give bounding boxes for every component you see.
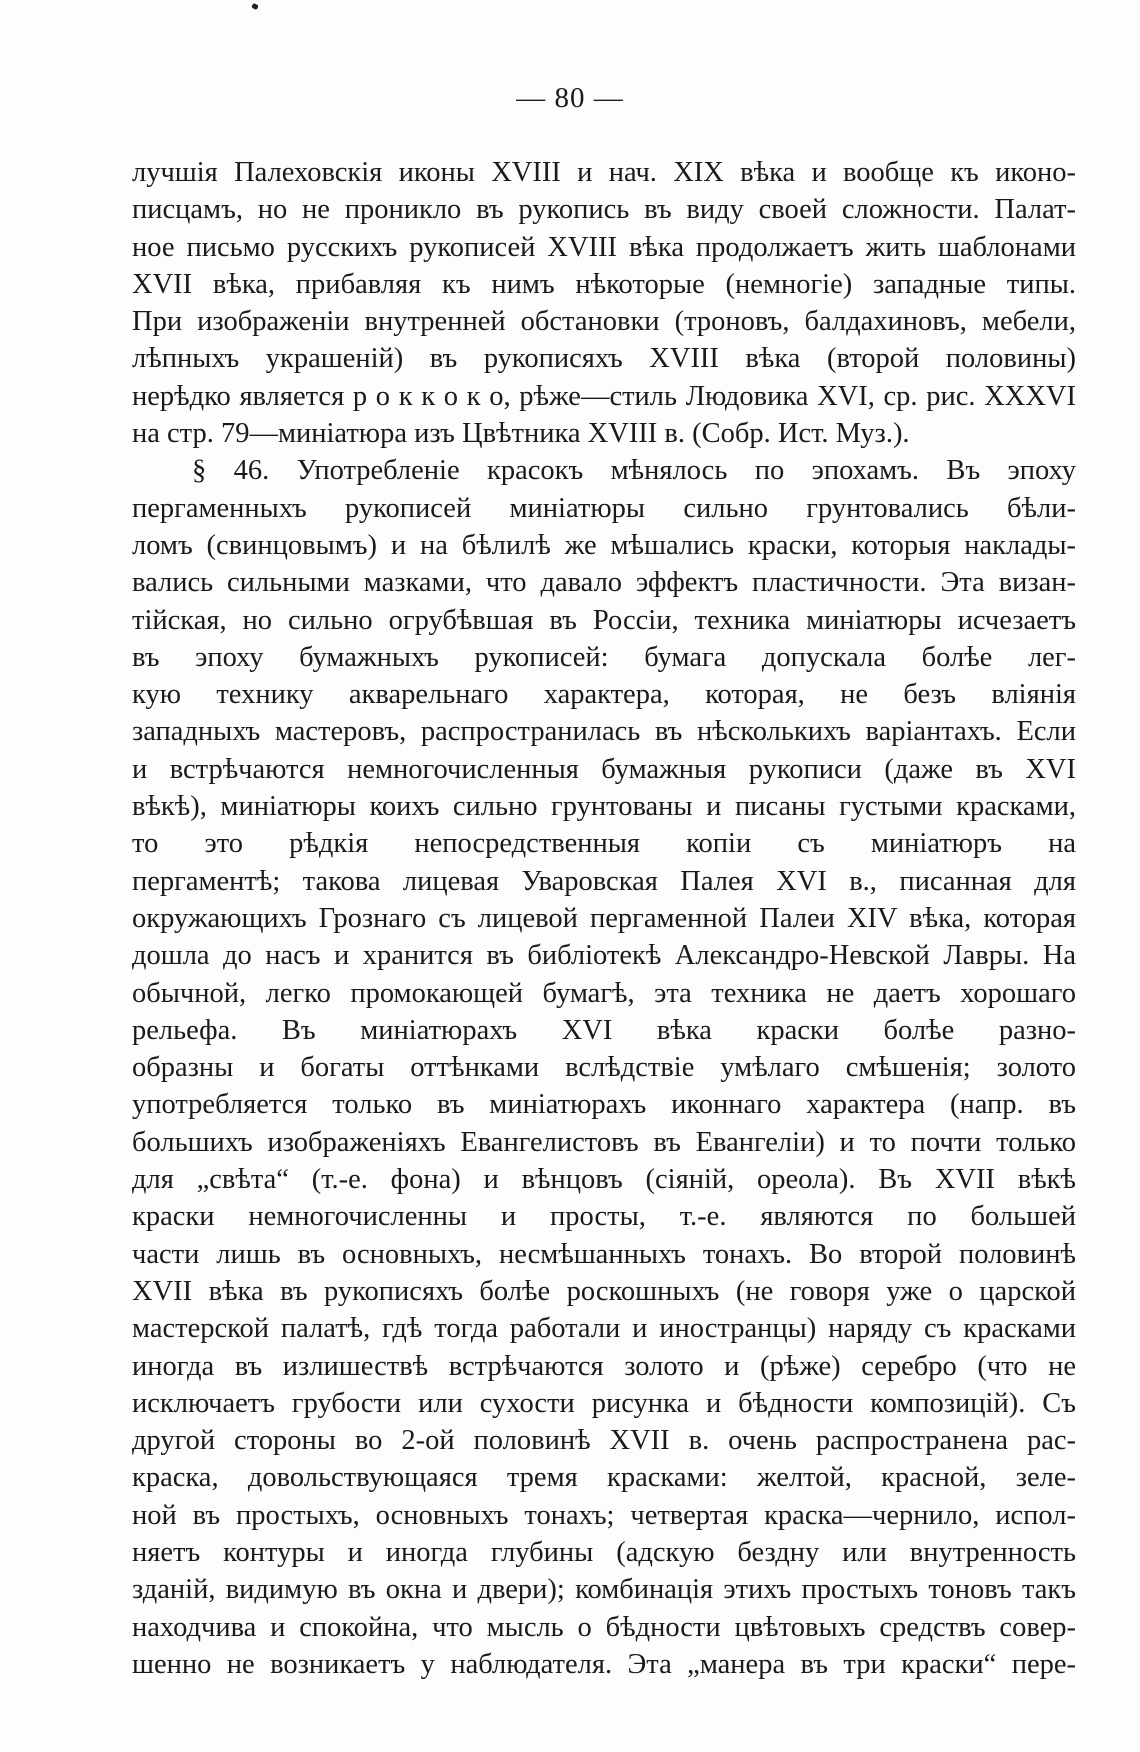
body-text xyxy=(132,154,1076,1683)
text-line: зданій, видимую въ окна и двери); комбинація этихъ простыхъ тоновъ такъ xyxy=(132,1574,1076,1606)
text-line: другой стороны во 2-ой половинѣ XVII в. очень распространена рас- xyxy=(132,1425,1076,1457)
text-line: ломъ (свинцовымъ) и на бѣлилѣ же мѣшались краски, которыя наклады- xyxy=(132,529,1076,561)
ink-speck xyxy=(251,3,259,10)
text-line: части лишь въ основныхъ, несмѣшанныхъ тонахъ. Во второй половинѣ xyxy=(132,1238,1076,1270)
text-line: обычной, легко промокающей бумагѣ, эта техника не даетъ хорошаго xyxy=(132,977,1076,1009)
text-line: лучшія Палеховскія иконы XVIII и нач. XIX вѣка и вообще къ иконо- xyxy=(132,157,1076,188)
text-line: пергаментѣ; такова лицевая Уваровская Палея XVI в., писанная для xyxy=(132,865,1076,897)
text-line: ное письмо русскихъ рукописей XVIII вѣка продолжаетъ жить шаблонами xyxy=(132,231,1076,263)
text-line: рельефа. Въ миніатюрахъ XVI вѣка краски болѣе разно- xyxy=(132,1014,1076,1046)
text-line: образны и богаты оттѣнками вслѣдствіе умѣлаго смѣшенія; золото xyxy=(132,1052,1076,1084)
text-line: нерѣдко является р о к к о к о, рѣже—стиль Людовика XVI, ср. рис. XXXVI xyxy=(132,380,1076,412)
text-line: иногда въ излишествѣ встрѣчаются золото и (рѣже) серебро (что не xyxy=(132,1350,1076,1382)
text-line: ной въ простыхъ, основныхъ тонахъ; четвертая краска—чернило, испол- xyxy=(132,1499,1076,1531)
page-number: — 80 — xyxy=(516,82,624,114)
text-line: то это рѣдкія непосредственныя копіи съ миніатюръ на xyxy=(132,828,1076,860)
text-line: пергаменныхъ рукописей миніатюры сильно грунтовались бѣли- xyxy=(132,492,1076,524)
text-line: XVII вѣка, прибавляя къ нимъ нѣкоторые (немногіе) западные типы. xyxy=(132,268,1076,300)
text-line: краска, довольствующаяся тремя красками: желтой, красной, зеле- xyxy=(132,1462,1076,1494)
text-line: и встрѣчаются немногочисленныя бумажныя рукописи (даже въ XVI xyxy=(132,753,1076,785)
text-line: большихъ изображеніяхъ Евангелистовъ въ Евангеліи) и то почти только xyxy=(132,1126,1076,1158)
text-line: на стр. 79—миніатюра изъ Цвѣтника XVIII в. (Собр. Ист. Муз.). xyxy=(132,418,910,450)
text-line: лѣпныхъ украшеній) въ рукописяхъ XVIII вѣка (второй половины) xyxy=(132,343,1076,375)
text-line: западныхъ мастеровъ, распространилась въ нѣсколькихъ варіантахъ. Если xyxy=(132,716,1076,748)
text-line: шенно не возникаетъ у наблюдателя. Эта „манера въ три краски“ пере- xyxy=(132,1648,1076,1680)
text-line: вались сильными мазками, что давало эффектъ пластичности. Эта визан- xyxy=(132,567,1076,599)
text-line: краски немногочисленны и просты, т.-е. являются по большей xyxy=(132,1201,1076,1233)
text-line: При изображеніи внутренней обстановки (троновъ, балдахиновъ, мебели, xyxy=(132,306,1076,338)
text-line: окружающихъ Грознаго съ лицевой пергаменной Палеи XIV вѣка, которая xyxy=(132,902,1076,934)
text-line: для „свѣта“ (т.-е. фона) и вѣнцовъ (сіяній, ореола). Въ XVII вѣкѣ xyxy=(132,1164,1076,1196)
text-line: вѣкѣ), миніатюры коихъ сильно грунтованы и писаны густыми красками, xyxy=(132,791,1076,823)
text-line: мастерской палатѣ, гдѣ тогда работали и иностранцы) наряду съ красками xyxy=(132,1313,1076,1345)
text-line: XVII вѣка въ рукописяхъ болѣе роскошныхъ (не говоря уже о царской xyxy=(132,1275,1076,1307)
section-heading-line: § 46. Употребленіе красокъ мѣнялось по эпохамъ. Въ эпоху xyxy=(192,455,1076,487)
text-line: находчива и спокойна, что мысль о бѣдности цвѣтовыхъ средствъ совер- xyxy=(132,1611,1076,1643)
text-line: няетъ контуры и иногда глубины (адскую бездну или внутренность xyxy=(132,1536,1076,1568)
text-line: дошла до насъ и хранится въ библіотекѣ Александро-Невской Лавры. На xyxy=(132,940,1076,972)
text-line: употребляется только въ миніатюрахъ иконнаго характера (напр. въ xyxy=(132,1089,1076,1121)
text-line: кую технику акварельнаго характера, которая, не безъ вліянія xyxy=(132,679,1076,711)
text-line: тійская, но сильно огрубѣвшая въ Россіи, техника миніатюры исчезаетъ xyxy=(132,604,1076,636)
text-line: писцамъ, но не проникло въ рукопись въ виду своей сложности. Палат- xyxy=(132,194,1076,226)
text-line: въ эпоху бумажныхъ рукописей: бумага допускала болѣе лег- xyxy=(132,641,1076,673)
text-line: исключаетъ грубости или сухости рисунка и бѣдности композицій). Съ xyxy=(132,1387,1076,1419)
